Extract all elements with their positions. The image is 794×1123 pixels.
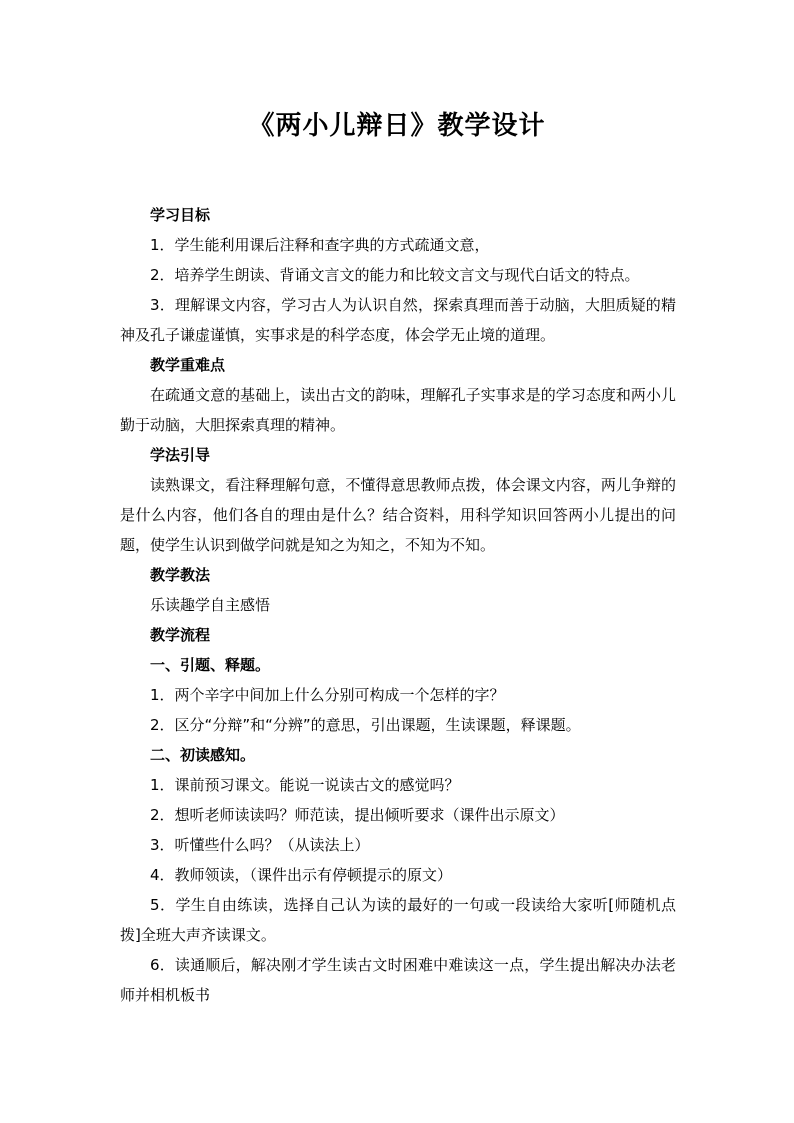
goal-item-3: 3．理解课文内容，学习古人为认识自然，探索真理而善于动脑，大胆质疑的精神及孔子谦虚谨慎，实事求是的科学态度，体会学无止境的道理。 [120,296,676,344]
process-part2-item-4: 4．教师领读，（课件出示有停顿提示的原文） [150,866,453,884]
key-points-text: 在疏通文意的基础上，读出古文的韵味，理解孔子实事求是的学习态度和两小儿勤于动脑，大胆探索真理的精神。 [120,386,676,434]
process-part1-heading: 一、引题、释题。 [150,656,271,674]
process-part1-item-2: 2．区分“分辩”和“分辨”的意思，引出课题，生读课题，释课题。 [150,716,581,734]
method-guide-text: 读熟课文，看注释理解句意，不懂得意思教师点拨，体会课文内容，两儿争辩的是什么内容，他们各自的理由是什么？结合资料，用科学知识回答两小儿提出的问题，使学生认识到做学问就是知之为知之，不知为不知。 [120,476,676,554]
section-heading-goals: 学习目标 [150,206,211,224]
section-heading-teaching-method: 教学教法 [150,566,211,584]
process-part2-item-3: 3．听懂些什么吗？（从读法上） [150,836,370,854]
process-part2-item-6: 6．读通顺后，解决刚才学生读古文时困难中难读这一点，学生提出解决办法老师并相机板书 [120,956,676,1004]
goal-item-2: 2．培养学生朗读、背诵文言文的能力和比较文言文与现代白话文的特点。 [150,266,640,284]
process-part2-heading: 二、初读感知。 [150,746,256,764]
section-heading-method-guide: 学法引导 [150,446,211,464]
document-title: 《两小儿辩日》教学设计 [248,111,546,141]
goal-item-1: 1．学生能利用课后注释和查字典的方式疏通文意， [150,236,490,254]
document-body [120,200,676,1010]
section-heading-key-points: 教学重难点 [150,356,226,374]
process-part2-item-1: 1．课前预习课文。能说一说读古文的感觉吗？ [150,776,460,794]
section-heading-process: 教学流程 [150,626,211,644]
process-part2-item-2: 2．想听老师读读吗？师范读，提出倾听要求（课件出示原文） [150,806,565,824]
teaching-method-text: 乐读趣学自主感悟 [150,596,271,614]
process-part2-item-5: 5．学生自由练读，选择自己认为读的最好的一句或一段读给大家听[师随机点拨]全班大声齐读课文。 [120,896,676,944]
process-part1-item-1: 1．两个辛字中间加上什么分别可构成一个怎样的字？ [150,686,505,704]
